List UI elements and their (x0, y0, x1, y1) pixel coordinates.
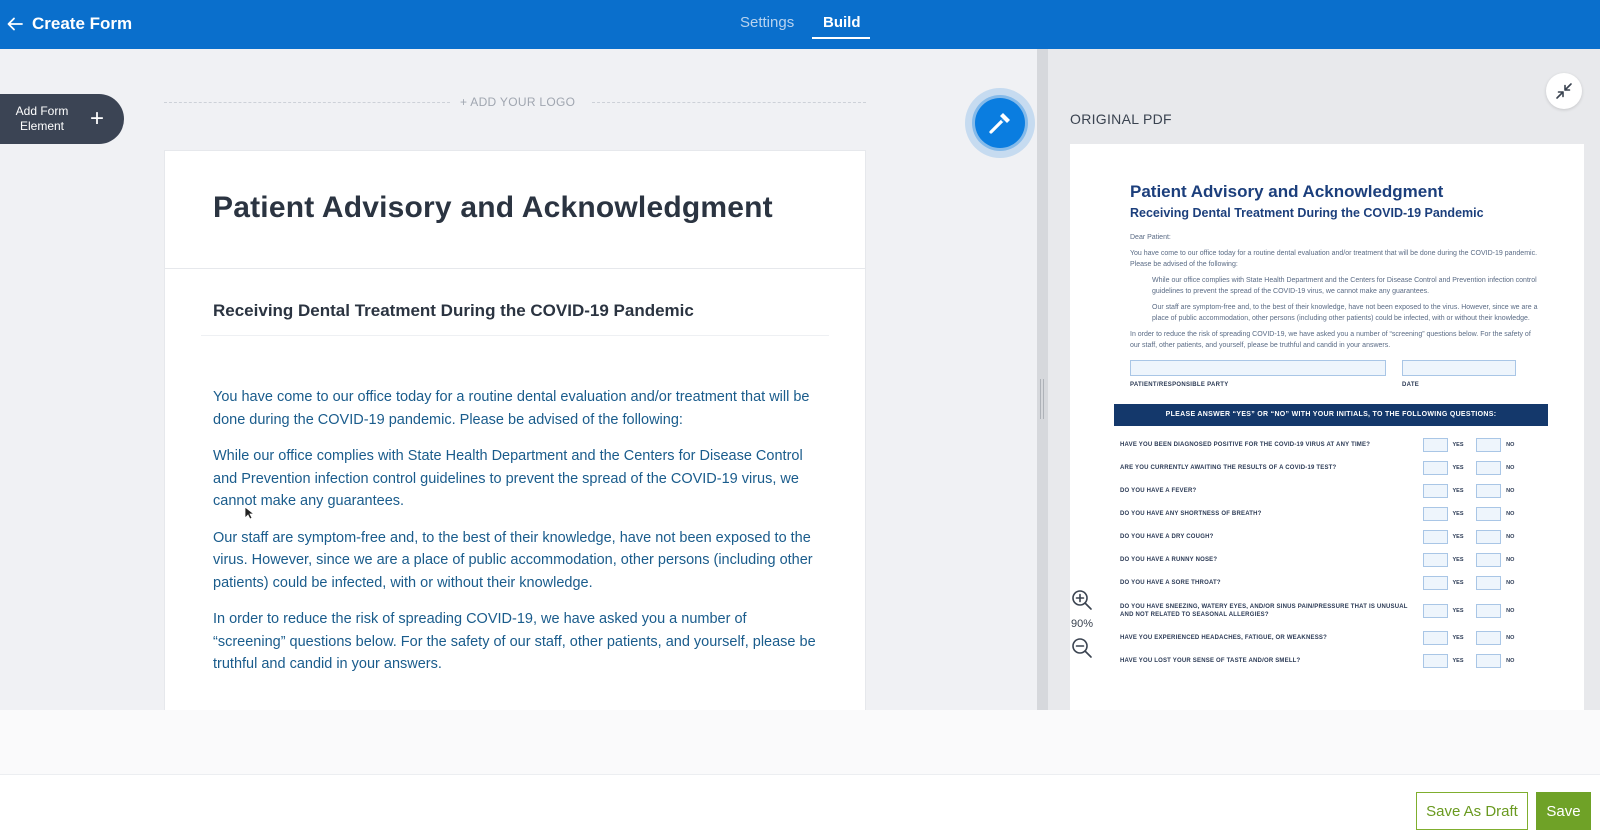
active-tab-indicator (812, 37, 870, 39)
footer-bar (0, 710, 1600, 839)
magic-wand-button[interactable] (965, 88, 1035, 158)
paragraph: In order to reduce the risk of spreading COVID-19, we have asked you a number of “screening” questions below. For the safety of our staff, other patients, and yourself, please be truthful and candid in your answers. (213, 611, 816, 672)
no-checkbox (1476, 604, 1501, 618)
yes-checkbox (1423, 631, 1448, 645)
pdf-question-text: DO YOU HAVE A RUNNY NOSE? (1120, 557, 1218, 563)
pdf-question-row (1120, 457, 1530, 480)
pdf-question-text: HAVE YOU LOST YOUR SENSE OF TASTE AND/OR SMELL? (1120, 658, 1301, 664)
pdf-question-row (1120, 595, 1530, 627)
form-paragraphs[interactable] (165, 336, 865, 676)
magic-wand-icon (987, 110, 1013, 136)
pdf-question-row (1120, 572, 1530, 595)
pdf-paragraph: You have come to our office today for a routine dental evaluation and/or treatment that will be done during the COVID-19 pandemic. Please be advised of the following: (1130, 249, 1538, 268)
pdf-question-text: HAVE YOU BEEN DIAGNOSED POSITIVE FOR THE COVID-19 VIRUS AT ANY TIME? (1120, 442, 1371, 448)
no-checkbox (1476, 507, 1501, 521)
pdf-panel-label: ORIGINAL PDF (1070, 111, 1172, 127)
yes-checkbox (1423, 507, 1448, 521)
pdf-question-row (1120, 650, 1530, 673)
yes-checkbox (1423, 553, 1448, 567)
no-checkbox (1476, 438, 1501, 452)
paragraph: While our office complies with State Health Department and the Centers for Disease Control and Prevention infection control guidelines to prevent the spread of the COVID-19 virus, we cannot make any guarantees. (213, 448, 803, 509)
pdf-question-row (1120, 480, 1530, 503)
no-label: NO (1506, 635, 1515, 641)
no-label: NO (1506, 557, 1515, 563)
pdf-question-list (1120, 434, 1530, 673)
pdf-paragraph: While our office complies with State Health Department and the Centers for Disease Control and Prevention infection control guidelines to prevent the spread of the COVID-19 virus, we cannot make any guarantees. (1152, 276, 1537, 295)
no-checkbox (1476, 631, 1501, 645)
pdf-page (1070, 144, 1584, 710)
no-label: NO (1506, 465, 1515, 471)
zoom-level: 90% (1070, 618, 1094, 630)
yes-label: YES (1452, 488, 1464, 494)
tab-settings[interactable]: Settings (740, 14, 795, 31)
form-title-section[interactable] (165, 151, 865, 269)
no-checkbox (1476, 461, 1501, 475)
yes-checkbox (1423, 484, 1448, 498)
pdf-question-text: DO YOU HAVE A FEVER? (1120, 488, 1197, 494)
pdf-question-row (1120, 549, 1530, 572)
zoom-controls (1064, 588, 1100, 688)
paragraph: You have come to our office today for a routine dental evaluation and/or treatment that will be done during the COVID-19 pandemic. Please be advised of the following: (213, 389, 810, 428)
yes-checkbox (1423, 604, 1448, 618)
no-checkbox (1476, 654, 1501, 668)
pdf-question-row (1120, 434, 1530, 457)
pdf-question-text: DO YOU HAVE ANY SHORTNESS OF BREATH? (1120, 511, 1262, 517)
collapse-icon (1555, 82, 1573, 100)
form-builder-area (0, 49, 1037, 710)
pdf-question-text: HAVE YOU EXPERIENCED HEADACHES, FATIGUE, OR WEAKNESS? (1120, 635, 1327, 641)
no-label: NO (1506, 534, 1515, 540)
add-form-element-button[interactable] (0, 94, 124, 144)
yes-label: YES (1452, 635, 1464, 641)
footer-band (0, 710, 1600, 775)
pdf-question-text: DO YOU HAVE A SORE THROAT? (1120, 580, 1221, 586)
no-label: NO (1506, 488, 1515, 494)
plus-icon: + (90, 105, 105, 132)
add-logo-link[interactable]: + ADD YOUR LOGO (460, 95, 576, 109)
yes-label: YES (1452, 465, 1464, 471)
zoom-in-icon[interactable] (1070, 588, 1094, 612)
pdf-question-row (1120, 627, 1530, 650)
tab-build[interactable]: Build (823, 14, 861, 31)
yes-label: YES (1452, 607, 1464, 614)
logo-divider-left (164, 102, 450, 103)
pdf-greeting: Dear Patient: (1130, 234, 1171, 241)
save-as-draft-button[interactable]: Save As Draft (1416, 792, 1528, 830)
pdf-paragraph: In order to reduce the risk of spreading COVID-19, we have asked you a number of “screening” questions below. For the safety of our staff, other patients, and yourself, please be truthful and candid in your answers. (1130, 330, 1531, 349)
top-bar (0, 0, 1600, 49)
no-label: NO (1506, 511, 1515, 517)
pdf-signature-field (1130, 360, 1386, 376)
pdf-question-text: DO YOU HAVE A DRY COUGH? (1120, 534, 1214, 540)
pdf-date-field (1402, 360, 1516, 376)
form-card (164, 150, 866, 710)
pdf-question-text: DO YOU HAVE SNEEZING, WATERY EYES, AND/OR SINUS PAIN/PRESSURE THAT IS UNUSUAL AND NOT RELATED TO SEASONAL ALLERGIES? (1120, 603, 1408, 618)
save-button[interactable]: Save (1536, 792, 1591, 830)
yes-checkbox (1423, 654, 1448, 668)
pdf-question-text: ARE YOU CURRENTLY AWAITING THE RESULTS OF A COVID-19 TEST? (1120, 465, 1337, 471)
magic-wand-button-inner (975, 98, 1025, 148)
pdf-subtitle: Receiving Dental Treatment During the COVID-19 Pandemic (1130, 206, 1484, 220)
page-title: Create Form (32, 14, 133, 33)
pdf-paragraph: Our staff are symptom-free and, to the best of their knowledge, have not been exposed to the virus. However, since we are a place of public accommodation, other persons (including other patients) could be infected, with or without their knowledge. (1152, 303, 1538, 322)
yes-checkbox (1423, 461, 1448, 475)
yes-checkbox (1423, 438, 1448, 452)
panel-resize-divider[interactable] (1037, 49, 1048, 710)
yes-checkbox (1423, 576, 1448, 590)
pdf-question-row (1120, 503, 1530, 526)
add-logo-area (164, 94, 866, 110)
no-label: NO (1506, 658, 1515, 664)
yes-label: YES (1452, 580, 1464, 586)
no-checkbox (1476, 553, 1501, 567)
paragraph: Our staff are symptom-free and, to the best of their knowledge, have not been exposed to the virus. However, since we are a place of public accommodation, other persons (including other patients) could be infected, with or without their knowledge. (213, 529, 813, 591)
form-title: Patient Advisory and Acknowledgment (213, 191, 773, 224)
no-checkbox (1476, 484, 1501, 498)
pdf-questions-banner: PLEASE ANSWER “YES” OR “NO” WITH YOUR INITIALS, TO THE FOLLOWING QUESTIONS: (1114, 404, 1548, 426)
pdf-question-row (1120, 526, 1530, 549)
logo-divider-right (592, 102, 866, 103)
original-pdf-panel (1048, 49, 1600, 710)
no-checkbox (1476, 576, 1501, 590)
pdf-signature-label: PATIENT/RESPONSIBLE PARTY (1130, 381, 1229, 388)
pdf-date-label: DATE (1402, 381, 1420, 388)
yes-label: YES (1452, 534, 1464, 540)
pdf-title: Patient Advisory and Acknowledgment (1130, 182, 1444, 201)
section-heading[interactable]: Receiving Dental Treatment During the COVID-19 Pandemic (213, 301, 694, 320)
yes-checkbox (1423, 530, 1448, 544)
arrow-left-icon (6, 15, 24, 33)
no-checkbox (1476, 530, 1501, 544)
mouse-cursor-icon (244, 506, 254, 520)
yes-label: YES (1452, 658, 1464, 664)
pdf-signature-row (1130, 360, 1538, 388)
back-button[interactable] (6, 11, 136, 37)
collapse-button[interactable] (1546, 73, 1582, 109)
zoom-out-icon[interactable] (1070, 636, 1094, 660)
no-label: NO (1506, 580, 1515, 586)
add-form-element-label: Add Form Element (15, 104, 69, 133)
resize-handle[interactable] (1040, 379, 1044, 419)
no-label: NO (1506, 607, 1515, 614)
yes-label: YES (1452, 557, 1464, 563)
yes-label: YES (1452, 442, 1464, 448)
no-label: NO (1506, 442, 1515, 448)
yes-label: YES (1452, 511, 1464, 517)
